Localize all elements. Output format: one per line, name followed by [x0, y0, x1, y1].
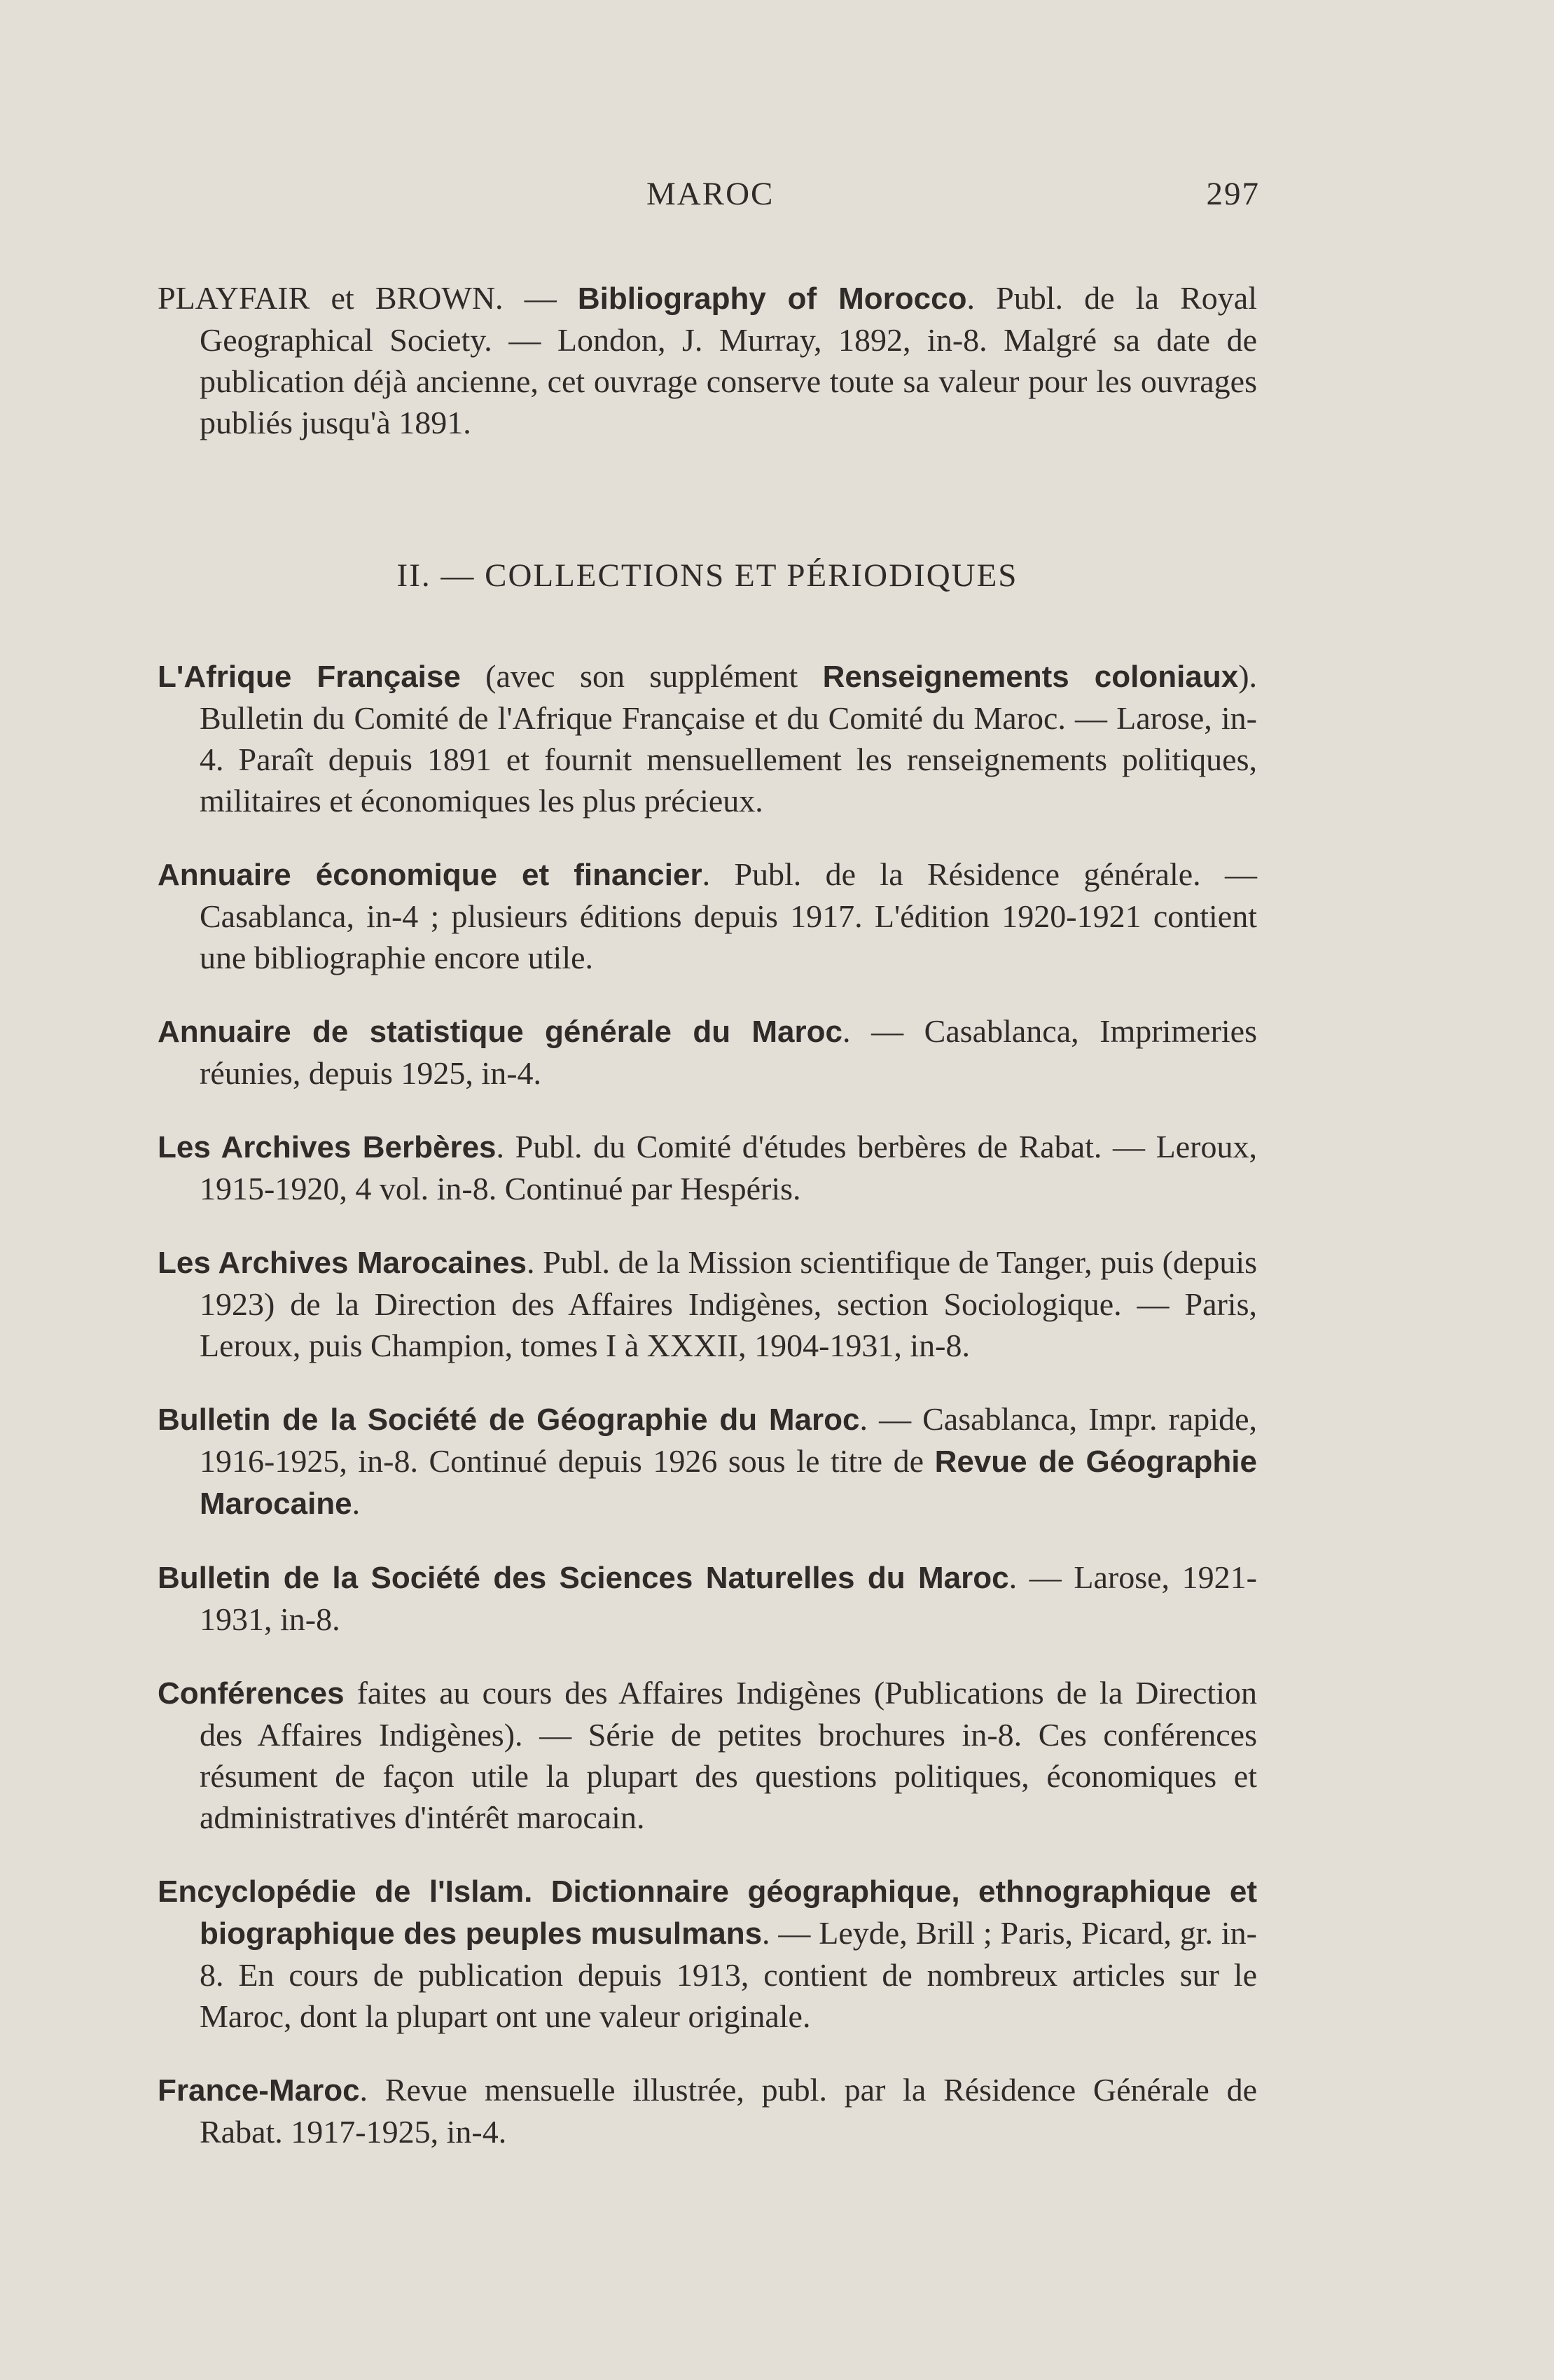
- bibliography-entry: [158, 1672, 1257, 1838]
- entry-text: . Publ. du Comité d'études berbères de Rabat. — Leroux, 1915-1920, 4 vol. in-8. Continué par Hespéris.: [200, 1129, 1257, 1206]
- bibliography-entry: [158, 1870, 1257, 2037]
- entry-text: . Publ. de la Royal Geographical Society. — London, J. Murray, 1892, in-8. Malgré sa date de publication déjà ancienne, cet ouvrage conserve toute sa valeur pour les ouvrages publiés jusqu'à 1891.: [200, 280, 1257, 440]
- entry-title: Bibliography of Morocco: [577, 281, 967, 316]
- bibliography-entry: [158, 1557, 1257, 1640]
- header-title: MAROC: [646, 176, 775, 212]
- entry-text: . Revue mensuelle illustrée, publ. par la Résidence Générale de Rabat. 1917-1925, in-4.: [200, 2072, 1257, 2150]
- page-number: 297: [1206, 176, 1260, 212]
- entry-text: faites au cours des Affaires Indigènes (Publications de la Direction des Affaires Indigènes). — Série de petites brochures in-8. Ces conférences résument de façon utile la plupart des questions politiques, économiques et administratives d'intérêt marocain.: [200, 1675, 1257, 1835]
- entry-text: . Publ. de la Mission scientifique de Tanger, puis (depuis 1923) de la Direction des Affaires Indigènes, section Sociologique. — Paris, Leroux, puis Champion, tomes I à XXXII, 1904-1931, in-8.: [200, 1244, 1258, 1363]
- entry-title: Annuaire économique et financier: [158, 858, 702, 892]
- entry-title: Les Archives Berbères: [158, 1130, 497, 1164]
- section-title: II. — COLLECTIONS ET PÉRIODIQUES: [396, 557, 1018, 594]
- page-content: [158, 245, 1257, 2158]
- entry-author: PLAYFAIR et BROWN. —: [158, 280, 578, 316]
- bibliography-entry: [158, 1126, 1257, 1209]
- bibliography-entry: [158, 1398, 1257, 1524]
- entry-text-secondary: ). Bulletin du Comité de l'Afrique Française et du Comité du Maroc. — Larose, in-4. Paraît depuis 1891 et fournit mensuellement les renseignements politiques, militaires et économiques les plus précieux.: [200, 658, 1258, 819]
- bibliography-entry: [158, 655, 1257, 821]
- bibliography-entry-playfair: [158, 277, 1257, 443]
- entry-text-secondary: .: [352, 1485, 361, 1521]
- entry-title-secondary: Revue de Géographie Marocaine: [200, 1445, 1258, 1521]
- entry-title: France-Maroc: [158, 2073, 360, 2108]
- entry-title: Les Archives Marocaines: [158, 1246, 527, 1280]
- entry-text: (avec son supplément: [460, 658, 823, 694]
- entry-title: Conférences: [158, 1676, 345, 1711]
- entry-title: Annuaire de statistique générale du Maroc: [158, 1015, 842, 1049]
- entry-text: . — Casablanca, Impr. rapide, 1916-1925, in-8. Continué depuis 1926 sous le titre de: [200, 1401, 1257, 1479]
- bibliography-entry: [158, 2069, 1257, 2152]
- entry-title: Encyclopédie de l'Islam. Dictionnaire géographique, ethnographique et biographique des peuples musulmans: [158, 1874, 1257, 1951]
- running-header: [0, 175, 1554, 224]
- bibliography-entry: [158, 854, 1257, 978]
- entry-title: Bulletin de la Société des Sciences Naturelles du Maroc: [158, 1561, 1009, 1595]
- entry-text: . — Casablanca, Imprimeries réunies, depuis 1925, in-4.: [200, 1013, 1258, 1091]
- entry-text: . — Leyde, Brill ; Paris, Picard, gr. in-8. En cours de publication depuis 1913, contient de nombreux articles sur le Maroc, dont la plupart ont une valeur originale.: [200, 1915, 1257, 2034]
- entry-text: . Publ. de la Résidence générale. — Casablanca, in-4 ; plusieurs éditions depuis 1917. L'édition 1920-1921 contient une bibliographie encore utile.: [200, 856, 1257, 975]
- entry-text: . — Larose, 1921-1931, in-8.: [200, 1559, 1257, 1637]
- entry-title-secondary: Renseignements coloniaux: [822, 660, 1239, 694]
- entry-title: Bulletin de la Société de Géographie du Maroc: [158, 1403, 860, 1437]
- entry-title: L'Afrique Française: [158, 660, 461, 694]
- bibliography-entry: [158, 1010, 1257, 1094]
- bibliography-entry: [158, 1241, 1257, 1366]
